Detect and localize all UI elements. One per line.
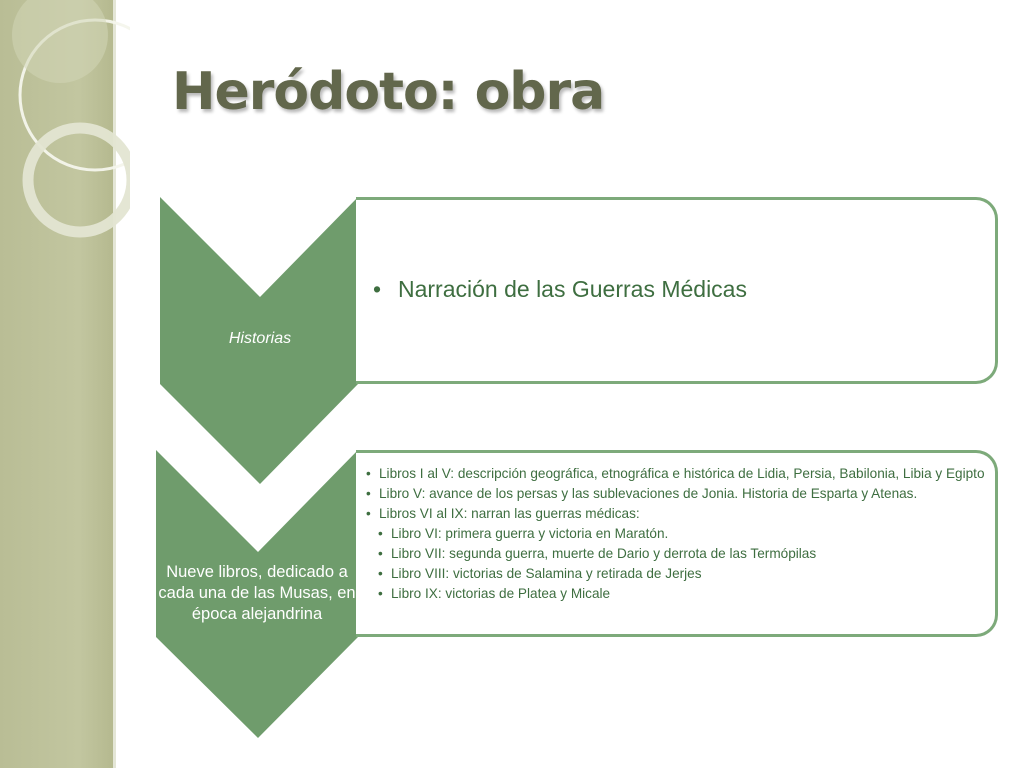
step-1-label: Historias bbox=[228, 330, 292, 347]
step-2-content-box bbox=[356, 450, 998, 637]
bullet-item: • Libros VI al IX: narran las guerras médicas: bbox=[366, 506, 986, 523]
bullet-item: • Libro V: avance de los persas y las sublevaciones de Jonia. Historia de Esparta y Atenas. bbox=[366, 486, 986, 503]
sub-bullet-item: • Libro VII: segunda guerra, muerte de Dario y derrota de las Termópilas bbox=[378, 546, 986, 563]
sub-bullet-item: • Libro VIII: victorias de Salamina y retirada de Jerjes bbox=[378, 566, 986, 583]
sub-bullet-item: • Libro IX: victorias de Platea y Micale bbox=[378, 586, 986, 603]
sub-bullet-item: • Libro VI: primera guerra y victoria en Maratón. bbox=[378, 526, 986, 543]
step-2-bullet-list bbox=[366, 466, 986, 606]
bullet-item: • Narración de las Guerras Médicas bbox=[373, 276, 747, 303]
bullet-item: • Libros I al V: descripción geográfica, etnográfica e histórica de Lidia, Persia, Babilonia, Libia y Egipto bbox=[366, 466, 986, 483]
step-1-content-box bbox=[356, 197, 998, 384]
step-1-bullet-list bbox=[373, 276, 747, 303]
slide-title: Heródoto: obra bbox=[172, 62, 605, 122]
step-2-label: Nueve libros, dedicado a cada una de las Musas, en época alejandrina bbox=[158, 563, 356, 623]
